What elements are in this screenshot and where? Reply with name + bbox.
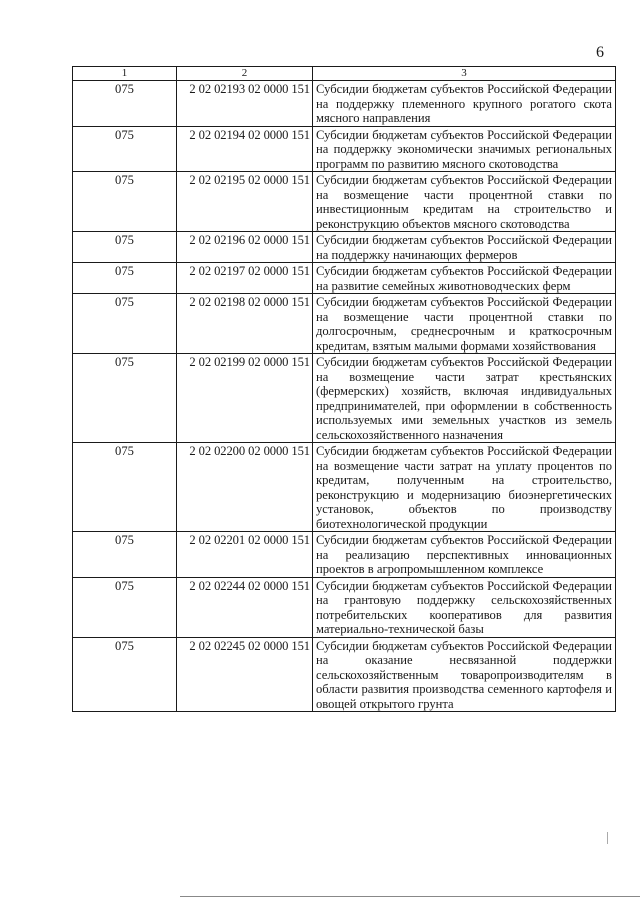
budget-code-cell: 2 02 02244 02 0000 151 — [177, 577, 313, 637]
description-cell: Субсидии бюджетам субъектов Российской Федерации на возмещение части процентной ставки по долгосрочным, среднесрочным и краткосрочным кредитам, взятым малыми формами хозяйствования — [313, 294, 616, 354]
admin-code-cell: 075 — [73, 263, 177, 294]
table-header-row — [73, 67, 616, 81]
table-row — [73, 577, 616, 637]
admin-code-cell: 075 — [73, 126, 177, 172]
description-cell: Субсидии бюджетам субъектов Российской Федерации на поддержку начинающих фермеров — [313, 232, 616, 263]
description-cell: Субсидии бюджетам субъектов Российской Федерации на возмещение части затрат крестьянских (фермерских) хозяйств, включая индивидуальных предпринимателей, при оформлении в собственность используемых ими земельных участков из земель сельскохозяйственного назначения — [313, 354, 616, 443]
budget-code-cell: 2 02 02193 02 0000 151 — [177, 81, 313, 127]
description-cell: Субсидии бюджетам субъектов Российской Федерации на поддержку племенного крупного рогатого скота мясного направления — [313, 81, 616, 127]
budget-code-cell: 2 02 02201 02 0000 151 — [177, 532, 313, 578]
table-row — [73, 294, 616, 354]
column-header-2: 2 — [177, 67, 313, 81]
table-row — [73, 172, 616, 232]
budget-code-cell: 2 02 02245 02 0000 151 — [177, 637, 313, 712]
description-cell: Субсидии бюджетам субъектов Российской Федерации на поддержку экономически значимых региональных программ по развитию мясного скотоводства — [313, 126, 616, 172]
budget-code-cell: 2 02 02194 02 0000 151 — [177, 126, 313, 172]
table-row — [73, 263, 616, 294]
budget-code-cell: 2 02 02198 02 0000 151 — [177, 294, 313, 354]
admin-code-cell: 075 — [73, 172, 177, 232]
column-header-3: 3 — [313, 67, 616, 81]
table-body — [73, 81, 616, 712]
scan-mark — [607, 832, 608, 844]
budget-classification-table — [72, 66, 616, 712]
description-cell: Субсидии бюджетам субъектов Российской Федерации на грантовую поддержку сельскохозяйственных потребительских кооперативов для развития материально-технической базы — [313, 577, 616, 637]
budget-code-cell: 2 02 02196 02 0000 151 — [177, 232, 313, 263]
description-cell: Субсидии бюджетам субъектов Российской Федерации на оказание несвязанной поддержки сельскохозяйственным товаропроизводителям в области развития производства семенного картофеля и овощей открытого грунта — [313, 637, 616, 712]
admin-code-cell: 075 — [73, 294, 177, 354]
admin-code-cell: 075 — [73, 637, 177, 712]
description-cell: Субсидии бюджетам субъектов Российской Федерации на возмещение части затрат на уплату процентов по кредитам, полученным на строительство, реконструкцию и модернизацию биоэнергетических установок, объектов по производству биотехнологической продукции — [313, 443, 616, 532]
budget-code-cell: 2 02 02197 02 0000 151 — [177, 263, 313, 294]
budget-code-cell: 2 02 02195 02 0000 151 — [177, 172, 313, 232]
table-row — [73, 126, 616, 172]
admin-code-cell: 075 — [73, 577, 177, 637]
admin-code-cell: 075 — [73, 232, 177, 263]
page-number: 6 — [596, 44, 604, 61]
description-cell: Субсидии бюджетам субъектов Российской Федерации на развитие семейных животноводческих ферм — [313, 263, 616, 294]
admin-code-cell: 075 — [73, 354, 177, 443]
admin-code-cell: 075 — [73, 81, 177, 127]
budget-code-cell: 2 02 02199 02 0000 151 — [177, 354, 313, 443]
column-header-1: 1 — [73, 67, 177, 81]
table-row — [73, 637, 616, 712]
bottom-rule — [180, 896, 640, 897]
table-row — [73, 232, 616, 263]
table-row — [73, 443, 616, 532]
admin-code-cell: 075 — [73, 532, 177, 578]
table-row — [73, 354, 616, 443]
table-row — [73, 81, 616, 127]
admin-code-cell: 075 — [73, 443, 177, 532]
description-cell: Субсидии бюджетам субъектов Российской Федерации на возмещение части процентной ставки по инвестиционным кредитам на строительство и реконструкцию объектов мясного скотоводства — [313, 172, 616, 232]
budget-code-cell: 2 02 02200 02 0000 151 — [177, 443, 313, 532]
description-cell: Субсидии бюджетам субъектов Российской Федерации на реализацию перспективных инновационных проектов в агропромышленном комплексе — [313, 532, 616, 578]
table-row — [73, 532, 616, 578]
